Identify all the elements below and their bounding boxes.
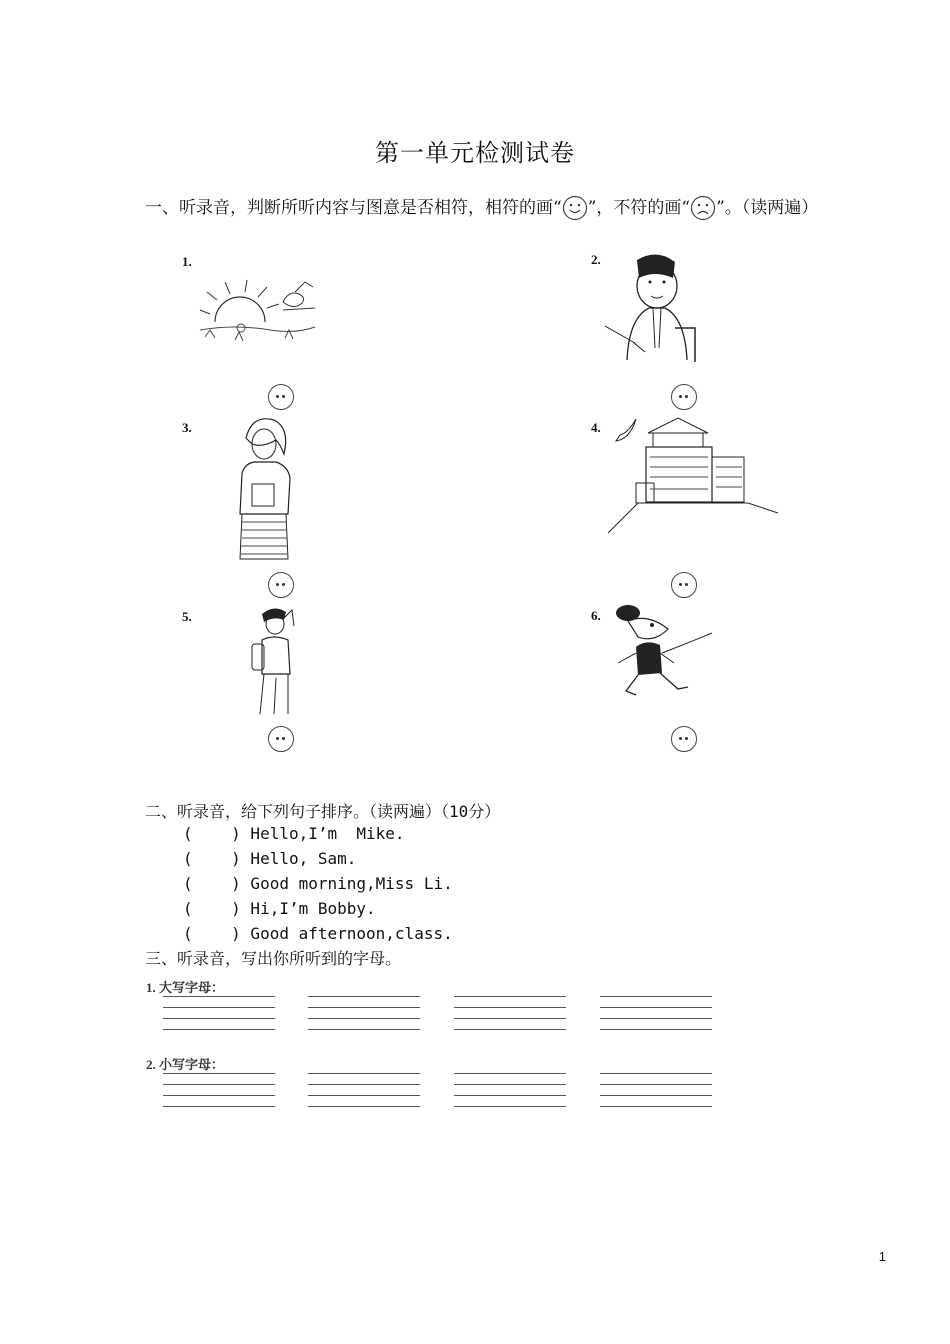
building-with-moon-picture xyxy=(608,413,778,535)
question-number-5: 5. xyxy=(182,609,192,624)
answer-face-1[interactable] xyxy=(268,384,294,410)
writing-guide-line xyxy=(308,1007,420,1008)
writing-guide-line xyxy=(163,1018,275,1019)
boy-with-backpack-picture xyxy=(248,604,303,719)
writing-guide-line xyxy=(163,996,275,997)
boy-at-desk-picture xyxy=(605,248,700,363)
writing-guide-line xyxy=(454,1095,566,1096)
writing-guide-line xyxy=(600,1007,712,1008)
sunrise-bird-picture xyxy=(195,252,320,352)
writing-guide-line xyxy=(454,1073,566,1074)
question-number-3: 3. xyxy=(182,420,192,435)
answer-face-6[interactable] xyxy=(671,726,697,752)
writing-guide-line xyxy=(163,1029,275,1030)
writing-guide-line xyxy=(163,1007,275,1008)
writing-guide-line xyxy=(600,1029,712,1030)
writing-guide-line xyxy=(163,1106,275,1107)
writing-guide-line xyxy=(308,1029,420,1030)
writing-guide-line xyxy=(454,1007,566,1008)
woman-with-book-picture xyxy=(232,414,297,566)
question-number-1: 1. xyxy=(182,254,192,269)
writing-guide-line xyxy=(308,1106,420,1107)
answer-face-5[interactable] xyxy=(268,726,294,752)
order-sentence-3[interactable]: ( ) Good morning,Miss Li. xyxy=(183,874,453,893)
writing-guide-line xyxy=(600,996,712,997)
uppercase-label: 1. 大写字母： xyxy=(146,980,225,995)
question-number-4: 4. xyxy=(591,420,601,435)
writing-guide-line xyxy=(163,1095,275,1096)
page-title: 第一单元检测试卷 xyxy=(375,139,575,167)
question-number-2: 2. xyxy=(591,252,601,267)
page-number: 1 xyxy=(878,1249,886,1264)
writing-guide-line xyxy=(308,996,420,997)
writing-guide-line xyxy=(600,1106,712,1107)
writing-guide-line xyxy=(308,1084,420,1085)
order-sentence-5[interactable]: ( ) Good afternoon,class. xyxy=(183,924,453,943)
writing-guide-line xyxy=(308,1073,420,1074)
order-sentence-4[interactable]: ( ) Hi,I’m Bobby. xyxy=(183,899,376,918)
section2-heading: 二、听录音，给下列句子排序。（读两遍）（10分） xyxy=(145,802,501,821)
writing-guide-line xyxy=(600,1018,712,1019)
writing-guide-line xyxy=(454,1018,566,1019)
sad-face-icon xyxy=(690,195,716,221)
answer-face-4[interactable] xyxy=(671,572,697,598)
smiley-face-icon xyxy=(562,195,588,221)
mouse-character-picture xyxy=(608,603,718,701)
section1-text-after: ”。（读两遍） xyxy=(716,198,819,218)
writing-guide-line xyxy=(600,1084,712,1085)
order-sentence-2[interactable]: ( ) Hello, Sam. xyxy=(183,849,357,868)
writing-guide-line xyxy=(163,1084,275,1085)
question-number-6: 6. xyxy=(591,608,601,623)
answer-face-3[interactable] xyxy=(268,572,294,598)
writing-guide-line xyxy=(454,996,566,997)
section1-text-middle: ”，不符的画“ xyxy=(587,198,691,218)
section1-text-before: 一、听录音，判断所听内容与图意是否相符，相符的画“ xyxy=(145,198,562,218)
writing-guide-line xyxy=(308,1018,420,1019)
lowercase-label: 2. 小写字母： xyxy=(146,1057,225,1072)
section1-instruction xyxy=(145,193,818,221)
writing-guide-line xyxy=(163,1073,275,1074)
writing-guide-line xyxy=(308,1095,420,1096)
section3-heading: 三、听录音，写出你所听到的字母。 xyxy=(145,949,402,968)
writing-guide-line xyxy=(454,1029,566,1030)
writing-guide-line xyxy=(600,1073,712,1074)
order-sentence-1[interactable]: ( ) Hello,I’m Mike. xyxy=(183,824,405,843)
writing-guide-line xyxy=(454,1084,566,1085)
writing-guide-line xyxy=(600,1095,712,1096)
answer-face-2[interactable] xyxy=(671,384,697,410)
writing-guide-line xyxy=(454,1106,566,1107)
